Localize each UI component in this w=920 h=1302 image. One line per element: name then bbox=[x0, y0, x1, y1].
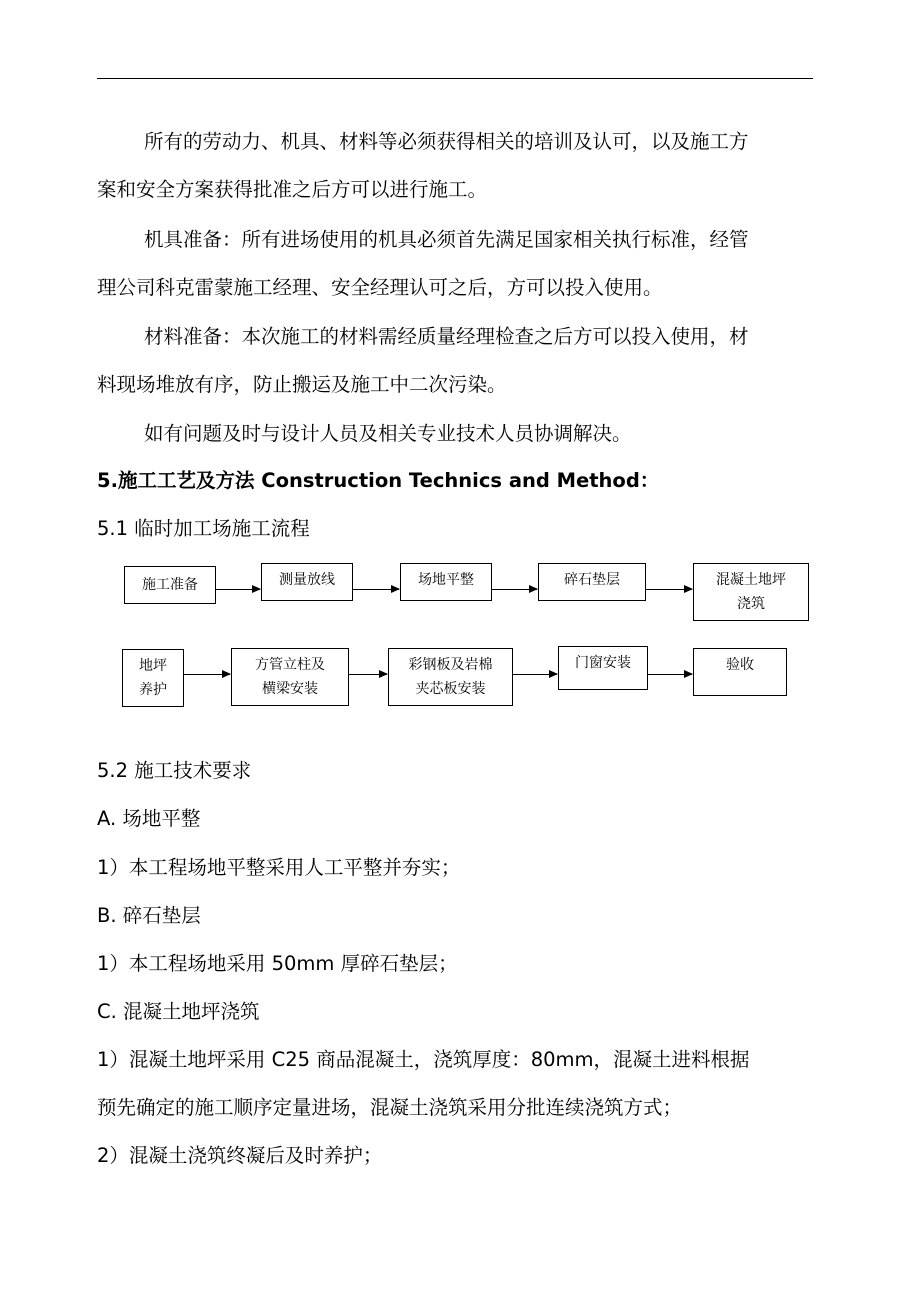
paragraph-line: 所有的劳动力、机具、材料等必须获得相关的培训及认可，以及施工方 bbox=[144, 130, 749, 153]
flow-step: 测量放线 bbox=[261, 563, 353, 601]
flow-arrow bbox=[648, 674, 692, 675]
flow-arrow bbox=[349, 674, 387, 675]
paragraph-line: 机具准备：所有进场使用的机具必须首先满足国家相关执行标准，经管 bbox=[144, 228, 749, 251]
flow-arrow bbox=[216, 589, 260, 590]
subsection-title: 5.1 临时加工场施工流程 bbox=[97, 517, 310, 540]
flow-arrow bbox=[513, 674, 557, 675]
flow-step: 验收 bbox=[693, 648, 787, 696]
item-title: C. 混凝土地坪浇筑 bbox=[97, 1000, 260, 1023]
flow-step: 地坪 养护 bbox=[122, 649, 184, 707]
item-text: 1）本工程场地平整采用人工平整并夯实； bbox=[97, 856, 461, 879]
item-title: A. 场地平整 bbox=[97, 807, 201, 830]
item-text: 2）混凝土浇筑终凝后及时养护； bbox=[97, 1144, 383, 1167]
flow-arrow bbox=[353, 589, 399, 590]
paragraph-line: 案和安全方案获得批准之后方可以进行施工。 bbox=[97, 178, 488, 201]
item-text: 1）本工程场地采用 50mm 厚碎石垫层； bbox=[97, 952, 458, 975]
flow-arrow bbox=[646, 589, 692, 590]
paragraph-line: 理公司科克雷蒙施工经理、安全经理认可之后，方可以投入使用。 bbox=[97, 276, 663, 299]
subsection-title: 5.2 施工技术要求 bbox=[97, 759, 252, 782]
item-title: B. 碎石垫层 bbox=[97, 904, 201, 927]
flow-arrow bbox=[492, 589, 537, 590]
section-heading: 5.施工工艺及方法 Construction Technics and Method： bbox=[97, 469, 660, 492]
item-text: 预先确定的施工顺序定量进场，混凝土浇筑采用分批连续浇筑方式； bbox=[97, 1096, 683, 1119]
header-rule bbox=[97, 78, 813, 79]
flow-step: 门窗安装 bbox=[558, 646, 648, 690]
flow-step: 混凝土地坪 浇筑 bbox=[693, 563, 809, 621]
flow-step: 彩钢板及岩棉 夹芯板安装 bbox=[388, 648, 513, 706]
flow-step: 碎石垫层 bbox=[538, 563, 646, 601]
item-text: 1）混凝土地坪采用 C25 商品混凝土，浇筑厚度：80mm，混凝土进料根据 bbox=[97, 1048, 750, 1071]
paragraph-line: 料现场堆放有序，防止搬运及施工中二次污染。 bbox=[97, 373, 507, 396]
paragraph-line: 材料准备：本次施工的材料需经质量经理检查之后方可以投入使用，材 bbox=[144, 325, 749, 348]
flow-step: 施工准备 bbox=[124, 566, 216, 604]
flow-step: 场地平整 bbox=[400, 563, 492, 601]
flow-step: 方管立柱及 横梁安装 bbox=[231, 648, 349, 706]
paragraph-line: 如有问题及时与设计人员及相关专业技术人员协调解决。 bbox=[144, 422, 632, 445]
flow-arrow bbox=[184, 674, 230, 675]
